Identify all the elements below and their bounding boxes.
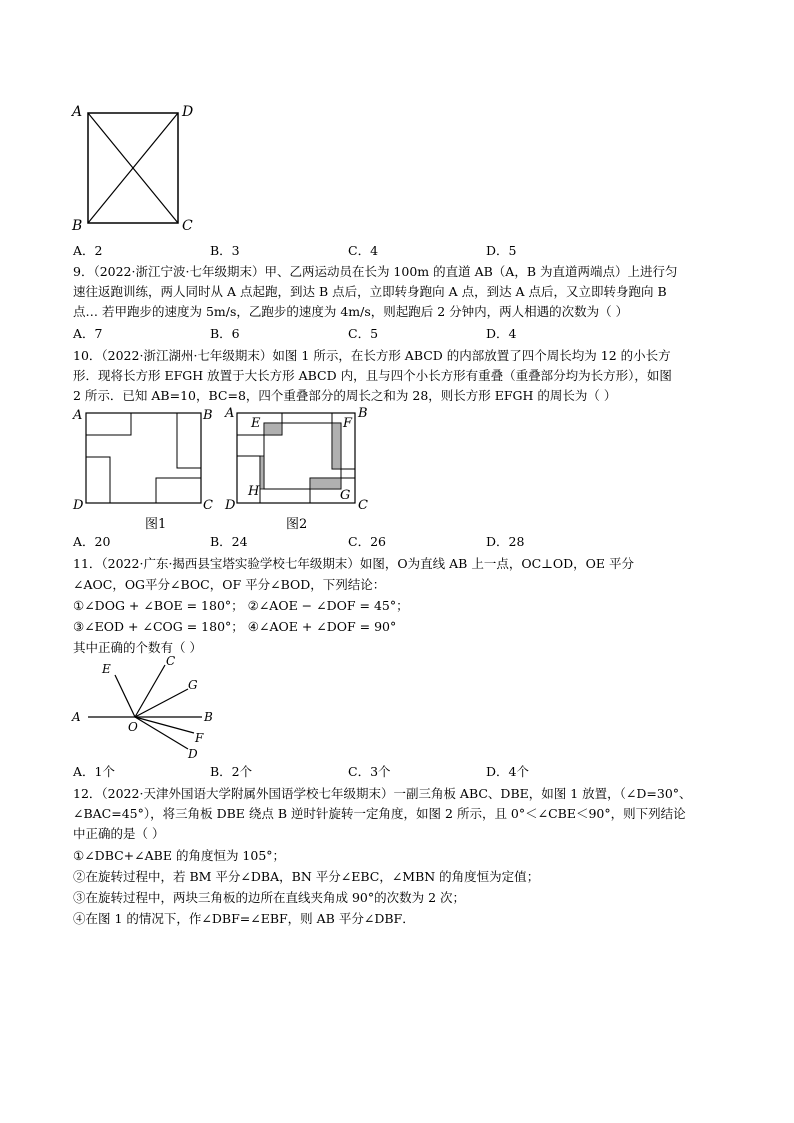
fig2-label-D: D (225, 498, 236, 513)
label-B: B (72, 218, 83, 234)
q11-label-O: O (128, 720, 138, 734)
q9-line-3: 点… 若甲跑步的速度为 5m/s，乙跑步的速度为 4m/s，则起跑后 2 分钟内，两人相遇的次数为（ ） (73, 304, 629, 319)
q9-option-c: C．5 (348, 326, 379, 341)
q9-line-1: 9．（2022·浙江宁波·七年级期末）甲、乙两运动员在长为 100m 的直道 AB（A，B 为直道两端点）上进行匀 (73, 264, 678, 279)
q9-option-a: A．7 (73, 326, 103, 341)
q11-angle-figure (70, 653, 230, 763)
q11-option-d: D．4个 (486, 764, 529, 779)
q11-label-D: D (188, 747, 198, 761)
q11-line-5: 其中正确的个数有（ ） (73, 640, 202, 655)
q9-line-2: 速往返跑训练，两人同时从 A 点起跑，到达 B 点后，立即转身跑向 A 点，到达 A 点后，又立即转身跑向 B (73, 284, 667, 299)
q12-line-2: ∠BAC=45°），将三角板 DBE 绕点 B 逆时针旋转一定角度，如图 2 所示，且 0°＜∠CBE＜90°，则下列结论 (73, 806, 686, 821)
q12-line-3: 中正确的是（ ） (73, 826, 165, 841)
fig2-label-F: F (343, 416, 353, 431)
q12-statement-2: ②在旋转过程中，若 BM 平分∠DBA，BN 平分∠EBC，∠MBN 的角度恒为定值； (73, 869, 540, 884)
q10-figure-1 (70, 405, 220, 535)
label-A: A (72, 104, 83, 120)
q12-statement-4: ④在图 1 的情况下，作∠DBF=∠EBF，则 AB 平分∠DBF． (73, 911, 415, 926)
q11-line-3: ①∠DOG + ∠BOE = 180°； ②∠AOE − ∠DOF = 45°； (73, 598, 409, 613)
q11-label-C: C (166, 654, 176, 668)
q11-option-c: C．3个 (348, 764, 391, 779)
fig1-caption: 图1 (145, 517, 167, 532)
q11-line-1: 11．（2022·广东·揭西县宝塔实验学校七年级期末）如图，O为直线 AB 上一点，OC⊥OD，OE 平分 (73, 556, 635, 571)
label-D: D (182, 104, 194, 120)
fig1-label-C: C (203, 498, 213, 513)
q11-option-a: A．1个 (73, 764, 115, 779)
fig2-label-H: H (248, 484, 260, 499)
q8-option-d: D．5 (486, 243, 517, 258)
fig2-caption: 图2 (286, 517, 308, 532)
fig1-label-D: D (73, 498, 84, 513)
q10-figure-2 (222, 405, 372, 535)
q11-label-F: F (195, 731, 204, 745)
q12-line-1: 12．（2022·天津外国语大学附属外国语学校七年级期末）一副三角板 ABC、DBE，如图 1 放置，（∠D=30°、 (73, 786, 692, 801)
q11-option-b: B．2个 (210, 764, 253, 779)
q10-line-1: 10．（2022·浙江湖州·七年级期末）如图 1 所示，在长方形 ABCD 的内部放置了四个周长均为 12 的小长方 (73, 348, 671, 363)
q11-label-A: A (72, 710, 81, 724)
q10-option-b: B．24 (210, 534, 248, 549)
q11-line-4: ③∠EOD + ∠COG = 180°； ④∠AOE + ∠DOF = 90° (73, 619, 397, 634)
q12-statement-1: ①∠DBC+∠ABE 的角度恒为 105°； (73, 848, 286, 863)
fig2-label-A: A (225, 406, 235, 421)
q9-option-d: D．4 (486, 326, 517, 341)
fig2-label-G: G (340, 488, 351, 503)
q11-label-G: G (188, 678, 198, 692)
fig1-label-A: A (73, 408, 83, 423)
fig2-label-C: C (358, 498, 368, 513)
q11-label-E: E (102, 662, 111, 676)
fig2-label-E: E (251, 416, 261, 431)
q11-line-2: ∠AOC，OG平分∠BOC，OF 平分∠BOD，下列结论： (73, 577, 386, 592)
label-C: C (182, 218, 193, 234)
q12-statement-3: ③在旋转过程中，两块三角板的边所在直线夹角成 90°的次数为 2 次； (73, 890, 466, 905)
q9-option-b: B．6 (210, 326, 240, 341)
q10-option-d: D．28 (486, 534, 525, 549)
q8-option-c: C．4 (348, 243, 379, 258)
q8-option-a: A．2 (73, 243, 103, 258)
rectangle-diagonals-figure (70, 100, 200, 235)
q10-line-2: 形．现将长方形 EFGH 放置于大长方形 ABCD 内，且与四个小长方形有重叠（重叠部分均为长方形），如图 (73, 368, 672, 383)
q11-label-B: B (204, 710, 213, 724)
q10-option-a: A．20 (73, 534, 111, 549)
q10-option-c: C．26 (348, 534, 386, 549)
fig1-label-B: B (203, 408, 213, 423)
q8-option-b: B．3 (210, 243, 240, 258)
q10-line-3: 2 所示．已知 AB=10，BC=8，四个重叠部分的周长之和为 28，则长方形 EFGH 的周长为（ ） (73, 388, 617, 403)
fig2-label-B: B (358, 406, 368, 421)
